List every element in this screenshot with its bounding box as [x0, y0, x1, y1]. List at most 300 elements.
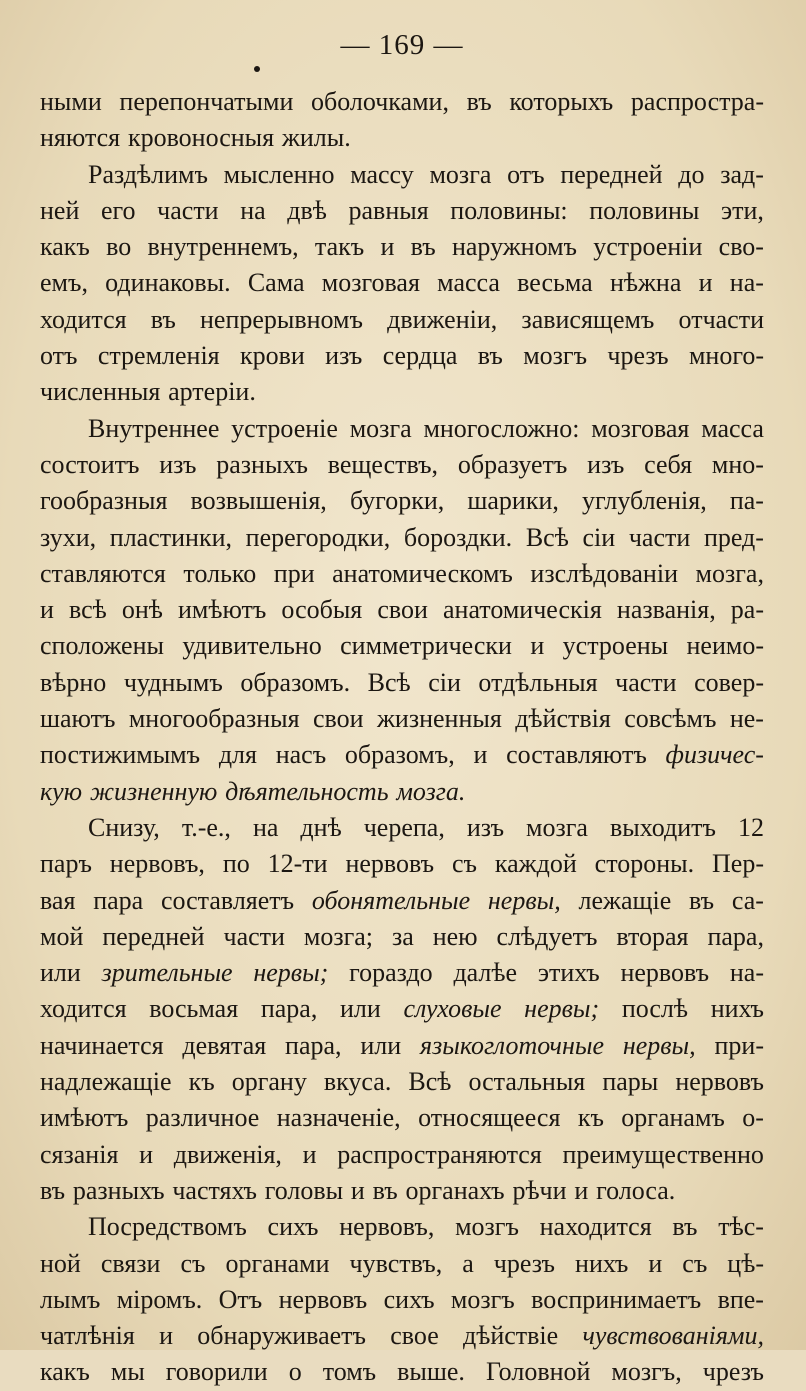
word: на-	[729, 958, 764, 988]
word: свое	[390, 1321, 439, 1351]
word: части	[223, 921, 285, 951]
word: отъ	[40, 341, 78, 371]
word: массу	[350, 159, 414, 189]
word: для	[218, 740, 257, 770]
word: образуетъ	[457, 449, 568, 479]
word: днѣ	[300, 812, 342, 842]
word: въ	[372, 1175, 398, 1205]
word: тѣс-	[718, 1212, 764, 1242]
word: преимущественно	[562, 1139, 764, 1169]
word: перегородки,	[245, 522, 391, 552]
word: въ	[477, 341, 503, 371]
word: многообразныя	[128, 704, 300, 734]
word: изъ	[159, 449, 197, 479]
word: названія,	[616, 595, 716, 625]
word: органахъ	[405, 1175, 505, 1205]
word: устроеніи	[593, 232, 703, 262]
word: бугорки,	[349, 486, 445, 516]
word: распространяются	[337, 1139, 542, 1169]
word: начинается	[40, 1030, 164, 1060]
word: мозговая	[321, 268, 420, 298]
word: съ	[682, 1248, 708, 1278]
word: наружномъ	[451, 232, 578, 262]
word: отдѣльныя	[478, 667, 598, 697]
text-line	[40, 374, 764, 410]
word: надлежащіе	[40, 1067, 172, 1097]
word: обнаруживаетъ	[197, 1321, 366, 1351]
word: ней	[40, 195, 80, 225]
word: въ	[40, 1175, 66, 1205]
word: съ	[180, 1248, 206, 1278]
word: сво-	[718, 232, 764, 262]
word: которыхъ	[509, 87, 614, 116]
word: распростра-	[630, 87, 764, 116]
word: сязанія	[40, 1139, 119, 1169]
word: 12-ти	[267, 849, 328, 879]
text-line	[40, 701, 764, 737]
text-line	[40, 665, 764, 701]
ink-dot	[254, 66, 260, 72]
word: эти,	[720, 195, 764, 225]
word: кровоносныя	[127, 123, 275, 153]
word: части	[157, 195, 219, 225]
text-line	[40, 774, 764, 810]
word: чувствъ,	[349, 1248, 443, 1278]
text-line	[40, 1246, 764, 1282]
text-line	[40, 84, 764, 120]
word: рѣчи	[512, 1175, 567, 1205]
word: нервы,	[487, 885, 561, 915]
word: мозгъ	[450, 1284, 515, 1314]
word: къ	[577, 1103, 604, 1133]
word: кую	[40, 776, 83, 806]
word: сположены	[40, 631, 164, 661]
page-number: — 169 —	[340, 29, 464, 61]
word: половины	[589, 195, 700, 225]
word: Головной	[485, 1357, 591, 1387]
word: бороздки.	[403, 522, 513, 552]
word: какъ	[40, 1357, 90, 1387]
word: разныхъ	[72, 1175, 165, 1205]
word: совсѣмъ	[624, 704, 717, 734]
word: внутреннемъ,	[147, 232, 299, 262]
word: образомъ,	[344, 740, 455, 770]
word: удивительно	[182, 631, 322, 661]
word: мозга	[349, 413, 412, 443]
word: артеріи.	[168, 377, 256, 407]
text-line	[40, 1209, 764, 1245]
text-line	[40, 1318, 764, 1354]
word: свои	[313, 704, 364, 734]
text-line	[40, 411, 764, 447]
word: Внутреннее	[88, 413, 220, 443]
word: и	[473, 740, 488, 770]
word: постижимымъ	[40, 740, 201, 770]
word: передней	[560, 159, 663, 189]
word: на	[252, 812, 279, 842]
word: половины:	[450, 195, 568, 225]
text-line	[40, 955, 764, 991]
word: зависящемъ	[521, 304, 655, 334]
word: восьмая	[149, 994, 239, 1024]
word: устроены	[562, 631, 669, 661]
word: дѣйствіе	[462, 1321, 559, 1351]
word: языкоглоточные	[419, 1030, 605, 1060]
word: вѣрно	[40, 667, 107, 697]
text-line	[40, 1354, 764, 1390]
word: вкуса.	[323, 1067, 392, 1097]
word: голоса.	[596, 1175, 676, 1205]
word: пары	[602, 1067, 659, 1097]
word: послѣ	[621, 994, 689, 1024]
word: всѣ	[69, 595, 107, 625]
word: крови	[239, 341, 305, 371]
word: лымъ	[40, 1284, 101, 1314]
word: шаютъ	[40, 704, 116, 734]
word: свои	[377, 595, 428, 625]
word: мозгъ	[455, 1212, 519, 1242]
word: ходится	[40, 994, 127, 1024]
word: на-	[729, 268, 764, 298]
word: къ	[188, 1067, 215, 1097]
text-line	[40, 338, 764, 374]
word: и	[530, 631, 545, 661]
text-line	[40, 1064, 764, 1100]
word: емъ,	[40, 268, 88, 298]
text-line	[40, 447, 764, 483]
word: съ	[452, 849, 477, 879]
word: мозга.	[396, 776, 466, 806]
word: себя	[644, 449, 693, 479]
word: Отъ	[218, 1284, 263, 1314]
word: этихъ	[537, 958, 600, 988]
word: дѣйствія	[515, 704, 611, 734]
word: углубленія,	[582, 486, 707, 516]
word: неимо-	[686, 631, 764, 661]
text-line	[40, 265, 764, 301]
word: составляютъ	[506, 740, 647, 770]
word: и	[648, 1248, 663, 1278]
word: выходитъ	[610, 812, 716, 842]
word: насъ	[275, 740, 327, 770]
word: части	[628, 522, 691, 552]
word: двѣ	[287, 195, 327, 225]
word: органами	[225, 1248, 330, 1278]
word: до	[678, 159, 705, 189]
word: гораздо	[349, 958, 433, 988]
word: изъ	[466, 812, 505, 842]
word: масса	[701, 413, 764, 443]
word: за	[391, 921, 414, 951]
word: изслѣдованіи	[530, 558, 678, 588]
word: томъ	[322, 1357, 377, 1387]
word: мы	[110, 1357, 145, 1387]
word: возвышенія,	[190, 486, 327, 516]
word: черепа,	[363, 812, 445, 842]
word: мозга	[526, 812, 588, 842]
text-line	[40, 157, 764, 193]
word: въ	[466, 87, 492, 116]
word: части	[615, 667, 677, 697]
word: во	[106, 232, 132, 262]
word: лежащіе	[578, 885, 672, 915]
word: міромъ.	[116, 1284, 203, 1314]
word: перепончатыми	[119, 87, 294, 116]
word: и	[302, 1139, 317, 1169]
word: или	[360, 1030, 402, 1060]
word: только	[183, 558, 257, 588]
word: Посредствомъ	[88, 1212, 247, 1242]
text-line	[40, 120, 764, 156]
word: жизненную	[89, 776, 218, 806]
word: пара	[93, 885, 144, 915]
word: нервы,	[622, 1030, 696, 1060]
word: зад-	[720, 159, 764, 189]
word: движенія,	[173, 1139, 282, 1169]
word: имѣютъ	[40, 1103, 129, 1133]
text-line	[40, 193, 764, 229]
word: на	[240, 195, 266, 225]
word: отчасти	[678, 304, 764, 334]
word: чрезъ	[607, 341, 669, 371]
word: жизненныя	[376, 704, 502, 734]
word: въ	[689, 885, 715, 915]
text-line	[40, 919, 764, 955]
text-line	[40, 483, 764, 519]
word: ра-	[730, 595, 764, 625]
word: не-	[729, 704, 764, 734]
word: имѣютъ	[177, 595, 267, 625]
word: сіи	[428, 667, 461, 697]
word: чувствованіями,	[582, 1321, 764, 1351]
word: физичес-	[665, 740, 764, 770]
word: пара,	[707, 921, 764, 951]
word: каждой	[494, 849, 577, 879]
word: а	[462, 1248, 474, 1278]
word: весьма	[517, 268, 593, 298]
text-line	[40, 991, 764, 1027]
text-line	[40, 628, 764, 664]
word: масса	[437, 268, 500, 298]
word: о	[288, 1357, 302, 1387]
text-line	[40, 846, 764, 882]
page-text	[40, 84, 764, 1391]
word: различное	[145, 1103, 260, 1133]
text-line	[40, 737, 764, 773]
word: связи	[100, 1248, 161, 1278]
word: мно-	[711, 449, 764, 479]
word: нервовъ	[278, 1284, 368, 1314]
word: ной	[40, 1248, 81, 1278]
word: и	[698, 268, 713, 298]
word: движеніи,	[387, 304, 498, 334]
word: въ	[410, 232, 436, 262]
word: веществъ,	[327, 449, 439, 479]
word: численныя	[40, 377, 161, 407]
word: сіи	[582, 522, 616, 552]
word: пред-	[703, 522, 764, 552]
word: частяхъ	[172, 1175, 257, 1205]
word: мозга;	[303, 921, 374, 951]
text-line	[40, 1173, 764, 1209]
word: и	[574, 1175, 589, 1205]
word: и	[159, 1321, 174, 1351]
text-line	[40, 1028, 764, 1064]
word: онѣ	[121, 595, 163, 625]
word: непрерывномъ	[199, 304, 363, 334]
word: чатлѣнія	[40, 1321, 135, 1351]
word: т.-е.,	[181, 812, 231, 842]
word: назначеніе,	[276, 1103, 401, 1133]
word: сихъ	[383, 1284, 435, 1314]
word: Сама	[247, 268, 305, 298]
word: нервы;	[524, 994, 600, 1024]
word: мозговая	[591, 413, 690, 443]
word: по	[222, 849, 250, 879]
word: сихъ	[267, 1212, 319, 1242]
word: Снизу,	[88, 812, 160, 842]
text-line	[40, 883, 764, 919]
word: симметрически	[340, 631, 512, 661]
word: и	[380, 232, 395, 262]
word: нервы;	[253, 958, 329, 988]
word: са-	[731, 885, 764, 915]
word: воспринимаетъ	[531, 1284, 702, 1314]
word: пластинки,	[109, 522, 233, 552]
word: нею	[432, 921, 478, 951]
word: и	[350, 1175, 365, 1205]
word: пара,	[285, 1030, 342, 1060]
word: зрительные	[101, 958, 233, 988]
word: слуховые	[403, 994, 502, 1024]
word: какъ	[40, 232, 90, 262]
word: Всѣ	[367, 667, 411, 697]
word: стороны.	[594, 849, 695, 879]
word: и	[40, 595, 54, 625]
word: девятая	[182, 1030, 267, 1060]
word: нервовъ,	[339, 1212, 435, 1242]
word: образомъ.	[240, 667, 351, 697]
word: составляетъ	[160, 885, 295, 915]
word: Всѣ	[408, 1067, 452, 1097]
text-line	[40, 1282, 764, 1318]
word: его	[100, 195, 136, 225]
text-line	[40, 1137, 764, 1173]
word: разныхъ	[216, 449, 308, 479]
word: нервовъ	[620, 958, 710, 988]
word: ставляются	[40, 558, 166, 588]
word: состоитъ	[40, 449, 140, 479]
word: мой	[40, 921, 84, 951]
word: обонятельные	[311, 885, 471, 915]
word: передней	[102, 921, 205, 951]
word: пара,	[260, 994, 318, 1024]
word: нервовъ	[675, 1067, 764, 1097]
word: при-	[714, 1030, 764, 1060]
text-line	[40, 556, 764, 592]
word: нервовъ	[345, 849, 435, 879]
word: слѣдуетъ	[496, 921, 598, 951]
word: далѣе	[453, 958, 518, 988]
word: изъ	[325, 341, 363, 371]
word: о-	[742, 1103, 764, 1133]
word: зухи,	[40, 522, 97, 552]
word: дѣятельность	[225, 776, 389, 806]
word: ными	[40, 87, 102, 116]
word: мозга	[429, 159, 492, 189]
word: совер-	[694, 667, 764, 697]
word: мысленно	[223, 159, 335, 189]
word: въ	[672, 1212, 698, 1242]
word: Всѣ	[525, 522, 569, 552]
word: паръ	[40, 849, 92, 879]
word: равныя	[348, 195, 429, 225]
word: органамъ	[621, 1103, 725, 1133]
word: говорили	[165, 1357, 268, 1387]
word: особыя	[281, 595, 363, 625]
word: такъ	[314, 232, 365, 262]
word: цѣ-	[727, 1248, 764, 1278]
word: чрезъ	[493, 1248, 556, 1278]
word: нихъ	[575, 1248, 629, 1278]
text-line	[40, 302, 764, 338]
word: 12	[737, 812, 764, 842]
word: выше.	[397, 1357, 465, 1387]
word: мозга,	[695, 558, 764, 588]
word: ходится	[40, 304, 127, 334]
text-line	[40, 592, 764, 628]
word: или	[339, 994, 381, 1024]
word: мозгъ,	[611, 1357, 682, 1387]
word: чрезъ	[702, 1357, 764, 1387]
word: вая	[40, 885, 76, 915]
word: многосложно:	[423, 413, 580, 443]
word: па-	[729, 486, 764, 516]
word: мозгъ	[523, 341, 588, 371]
word: одинаковы.	[105, 268, 231, 298]
word: вторая	[616, 921, 689, 951]
word: стремленія	[97, 341, 220, 371]
word: много-	[688, 341, 764, 371]
word: и	[139, 1139, 154, 1169]
word: остальныя	[468, 1067, 586, 1097]
word: нервовъ,	[109, 849, 205, 879]
word: отъ	[507, 159, 545, 189]
word: въ	[150, 304, 176, 334]
word: Пер-	[712, 849, 764, 879]
word: впе-	[717, 1284, 764, 1314]
word: няются	[40, 123, 121, 153]
word: шарики,	[467, 486, 559, 516]
text-line	[40, 810, 764, 846]
word: или	[40, 958, 81, 988]
word: относящееся	[418, 1103, 561, 1133]
text-line	[40, 520, 764, 556]
word: оболочками,	[311, 87, 449, 116]
word: анатомическія	[442, 595, 602, 625]
text-line	[40, 229, 764, 265]
word: изъ	[587, 449, 625, 479]
word: гообразныя	[40, 486, 168, 516]
word: нихъ	[710, 994, 764, 1024]
word: органу	[231, 1067, 307, 1097]
word: жилы.	[281, 123, 351, 153]
word: Раздѣлимъ	[88, 159, 208, 189]
word: анатомическомъ	[332, 558, 513, 588]
word: при	[273, 558, 315, 588]
word: устроеніе	[231, 413, 338, 443]
word: находится	[539, 1212, 652, 1242]
